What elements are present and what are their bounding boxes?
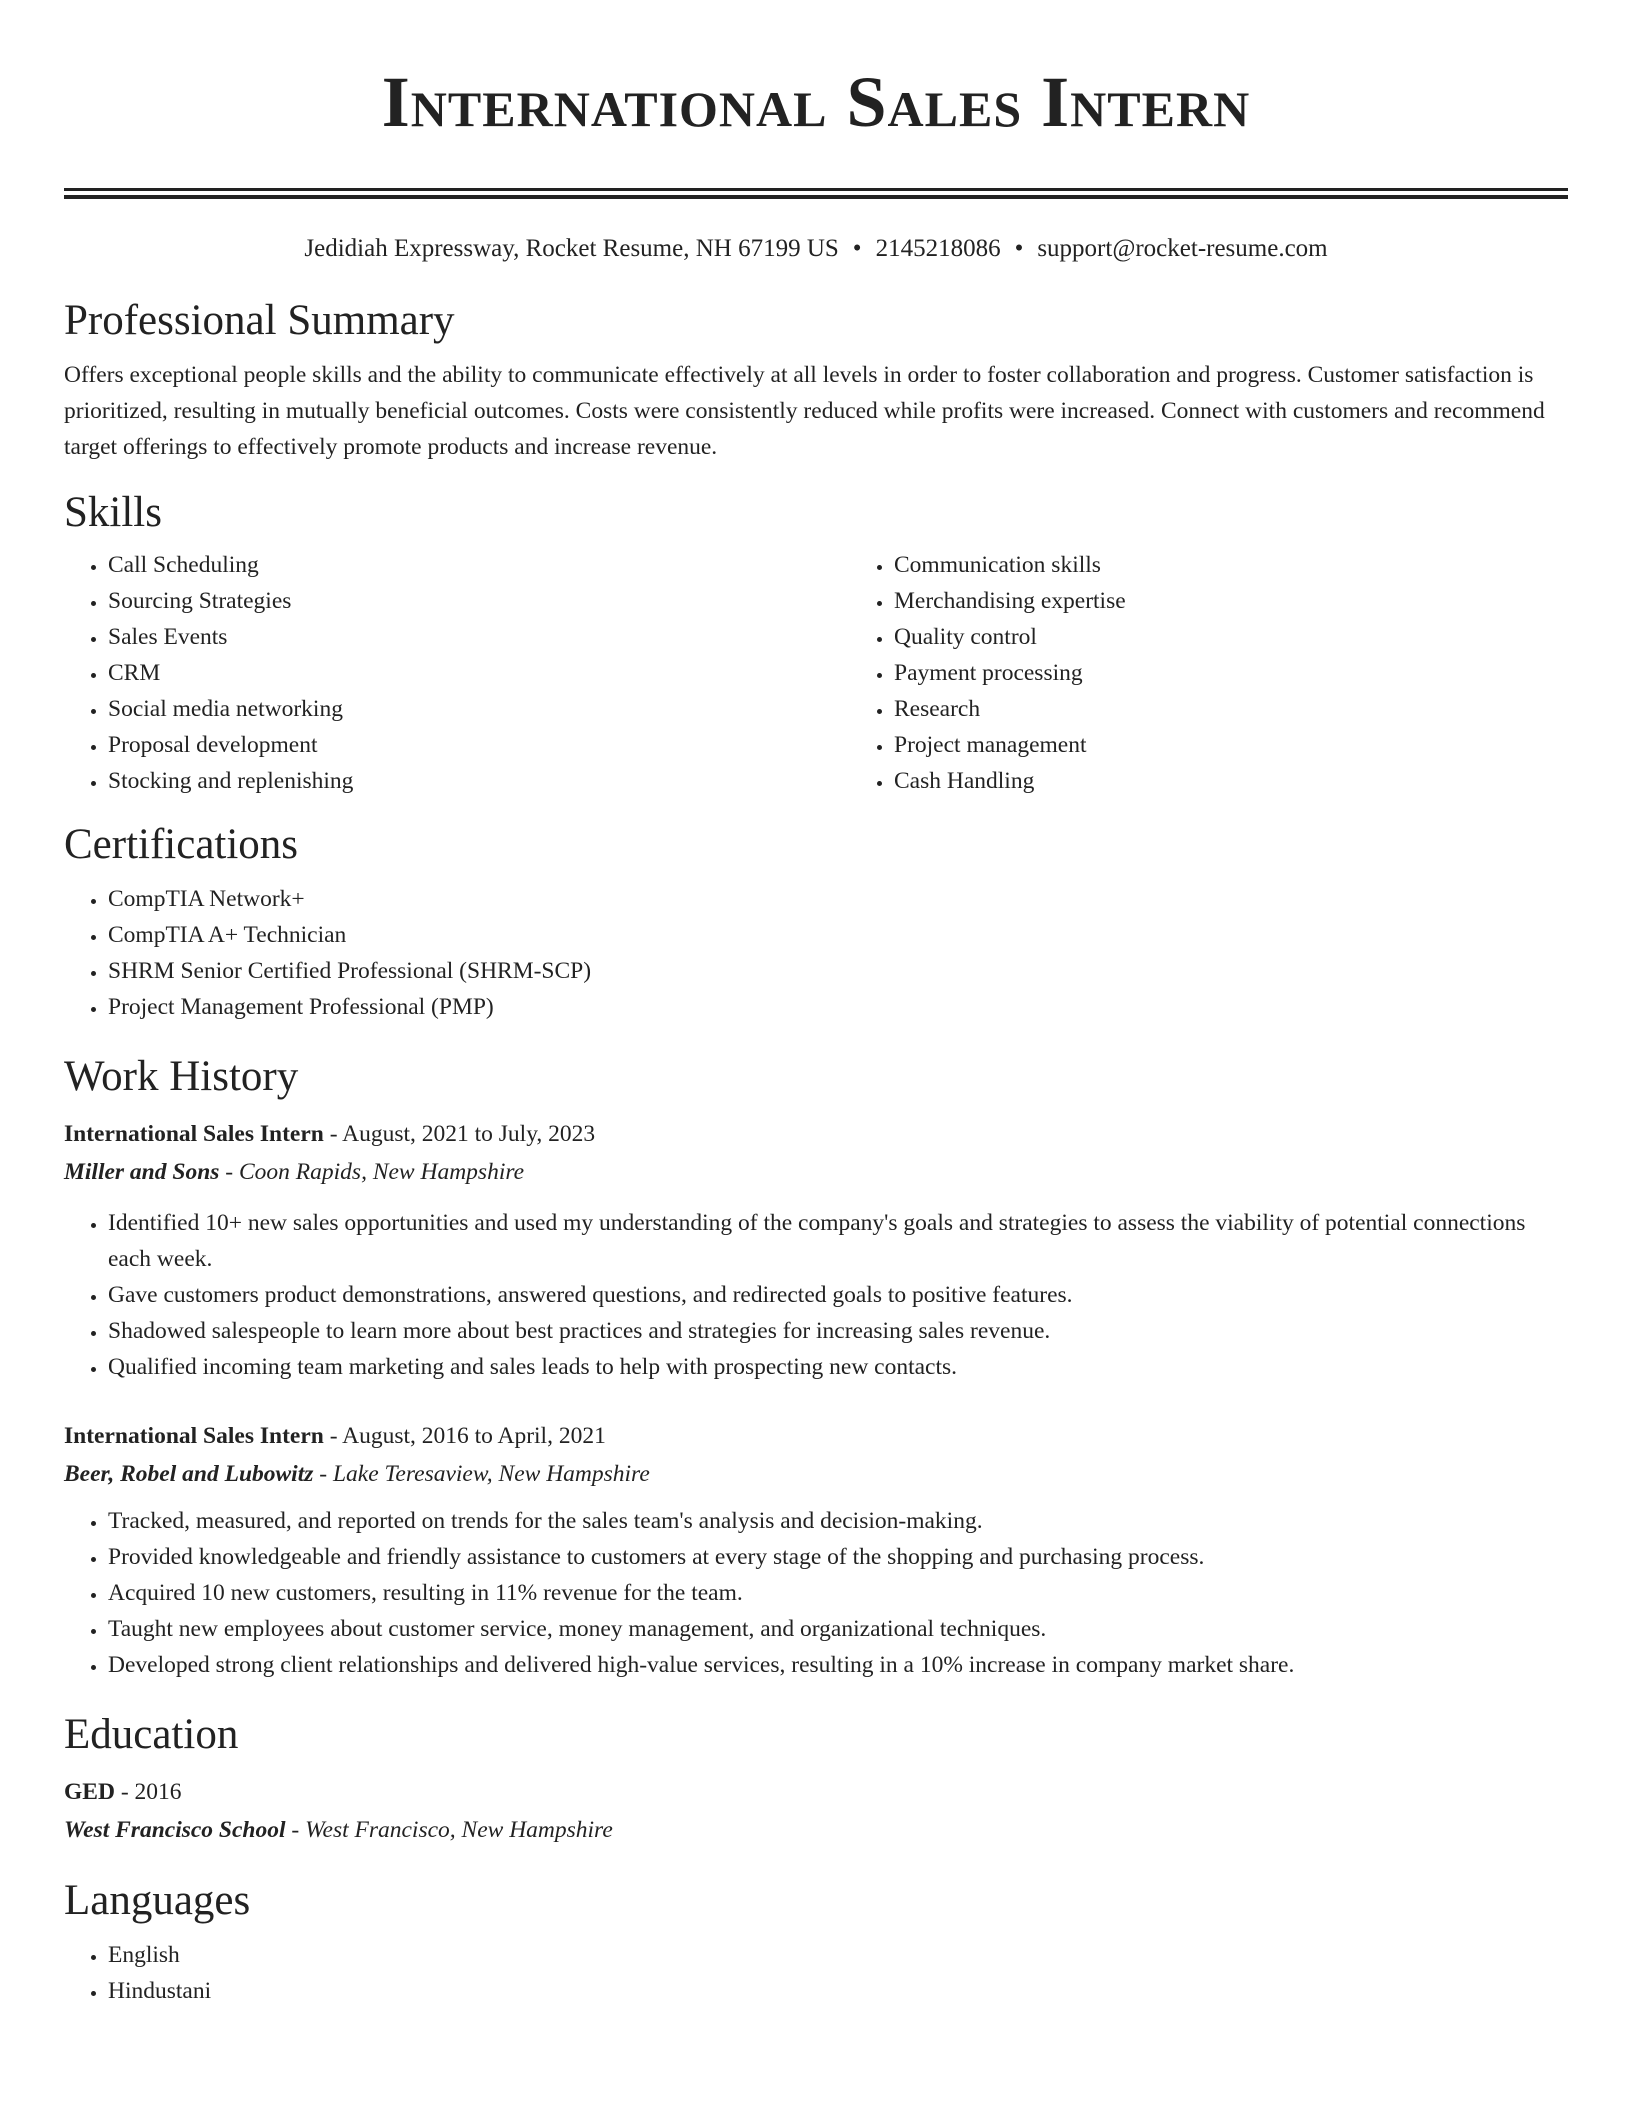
skill-item: • Call Scheduling bbox=[108, 547, 850, 583]
certification-item: • CompTIA Network+ bbox=[108, 881, 1568, 917]
work-history-heading: Work History bbox=[64, 1053, 299, 1100]
education-heading: Education bbox=[64, 1711, 239, 1758]
job-company-line bbox=[64, 1455, 1568, 1493]
education-entry bbox=[64, 1773, 1568, 1849]
job-company: Beer, Robel and Lubowitz bbox=[64, 1461, 314, 1487]
education-school-line bbox=[64, 1811, 1568, 1849]
skill-item: • Sales Events bbox=[108, 619, 850, 655]
job-bullet: • Provided knowledgeable and friendly assistance to customers at every stage of the shopping and purchasing process. bbox=[108, 1539, 1568, 1575]
skill-item: • CRM bbox=[108, 655, 850, 691]
skill-item: • Communication skills bbox=[894, 547, 1126, 583]
certification-item: • CompTIA A+ Technician bbox=[108, 917, 1568, 953]
education-location: - West Francisco, New Hampshire bbox=[285, 1817, 613, 1843]
certifications-heading: Certifications bbox=[64, 821, 299, 868]
education-degree-line bbox=[64, 1773, 1568, 1811]
certification-item: • SHRM Senior Certified Professional (SHRM-SCP) bbox=[108, 953, 1568, 989]
job-bullets bbox=[64, 1503, 1568, 1683]
skill-item: • Project management bbox=[894, 727, 1126, 763]
skill-item: • Social media networking bbox=[108, 691, 850, 727]
job-title-line bbox=[64, 1115, 1568, 1153]
job-bullet: • Developed strong client relationships and delivered high-value services, resulting in a 10% increase in company market share. bbox=[108, 1647, 1568, 1683]
job-location: - Coon Rapids, New Hampshire bbox=[219, 1159, 525, 1185]
contact-separator: • bbox=[852, 235, 862, 262]
title-divider bbox=[64, 188, 1568, 199]
education-school: West Francisco School bbox=[64, 1817, 286, 1843]
job-title-line bbox=[64, 1417, 1568, 1455]
skill-item: • Cash Handling bbox=[894, 763, 1126, 799]
job-role: International Sales Intern bbox=[64, 1121, 324, 1147]
skill-item: • Proposal development bbox=[108, 727, 850, 763]
language-item: • Hindustani bbox=[108, 1973, 1568, 2009]
contact-separator: • bbox=[1014, 235, 1024, 262]
languages-heading: Languages bbox=[64, 1877, 251, 1924]
skill-item: • Quality control bbox=[894, 619, 1126, 655]
skill-item: • Merchandising expertise bbox=[894, 583, 1126, 619]
skill-item: • Payment processing bbox=[894, 655, 1126, 691]
education-year: - 2016 bbox=[114, 1779, 182, 1805]
contact-email: support@rocket-resume.com bbox=[1037, 235, 1328, 262]
languages-list bbox=[64, 1937, 1568, 2009]
certification-item: • Project Management Professional (PMP) bbox=[108, 989, 1568, 1025]
job-bullet: • Shadowed salespeople to learn more about best practices and strategies for increasing sales revenue. bbox=[108, 1313, 1568, 1349]
summary-text: Offers exceptional people skills and the ability to communicate effectively at all levels in order to foster collaboration and progress. Customer satisfaction is prioritized, resulting in mutually beneficial outcomes. Costs were consistently reduced while profits were increased. Connect with customers and recommend target offerings to effectively promote products and increase revenue. bbox=[64, 362, 1545, 460]
skill-item: • Research bbox=[894, 691, 1126, 727]
language-item: • English bbox=[108, 1937, 1568, 1973]
job-bullet: • Qualified incoming team marketing and sales leads to help with prospecting new contacts. bbox=[108, 1349, 1568, 1385]
contact-line bbox=[64, 233, 1568, 265]
job-entry bbox=[64, 1417, 1568, 1683]
job-bullet: • Identified 10+ new sales opportunities and used my understanding of the company's goals and strategies to assess the viability of potential connections each week. bbox=[108, 1205, 1568, 1277]
job-role: International Sales Intern bbox=[64, 1423, 324, 1449]
job-entry bbox=[64, 1115, 1568, 1385]
job-dates: - August, 2021 to July, 2023 bbox=[323, 1121, 596, 1147]
skill-item: • Sourcing Strategies bbox=[108, 583, 850, 619]
skills-heading: Skills bbox=[64, 489, 162, 536]
skills-list bbox=[64, 547, 1568, 799]
summary-heading: Professional Summary bbox=[64, 297, 455, 344]
skills-column-left bbox=[64, 547, 850, 799]
job-bullet: • Taught new employees about customer service, money management, and organizational techniques. bbox=[108, 1611, 1568, 1647]
contact-address: Jedidiah Expressway, Rocket Resume, NH 67199 US bbox=[304, 235, 839, 262]
job-bullets bbox=[64, 1205, 1568, 1385]
skill-item: • Stocking and replenishing bbox=[108, 763, 850, 799]
job-bullet: • Gave customers product demonstrations, answered questions, and redirected goals to positive features. bbox=[108, 1277, 1568, 1313]
skills-column-right bbox=[850, 547, 1126, 799]
job-bullet: • Tracked, measured, and reported on trends for the sales team's analysis and decision-making. bbox=[108, 1503, 1568, 1539]
resume-title: International Sales Intern bbox=[381, 62, 1251, 142]
job-bullet: • Acquired 10 new customers, resulting in 11% revenue for the team. bbox=[108, 1575, 1568, 1611]
job-location: - Lake Teresaview, New Hampshire bbox=[313, 1461, 650, 1487]
education-degree: GED bbox=[64, 1779, 115, 1805]
job-dates: - August, 2016 to April, 2021 bbox=[323, 1423, 606, 1449]
certifications-list bbox=[64, 881, 1568, 1025]
job-company: Miller and Sons bbox=[64, 1159, 220, 1185]
job-company-line bbox=[64, 1153, 1568, 1191]
contact-phone: 2145218086 bbox=[875, 235, 1001, 262]
